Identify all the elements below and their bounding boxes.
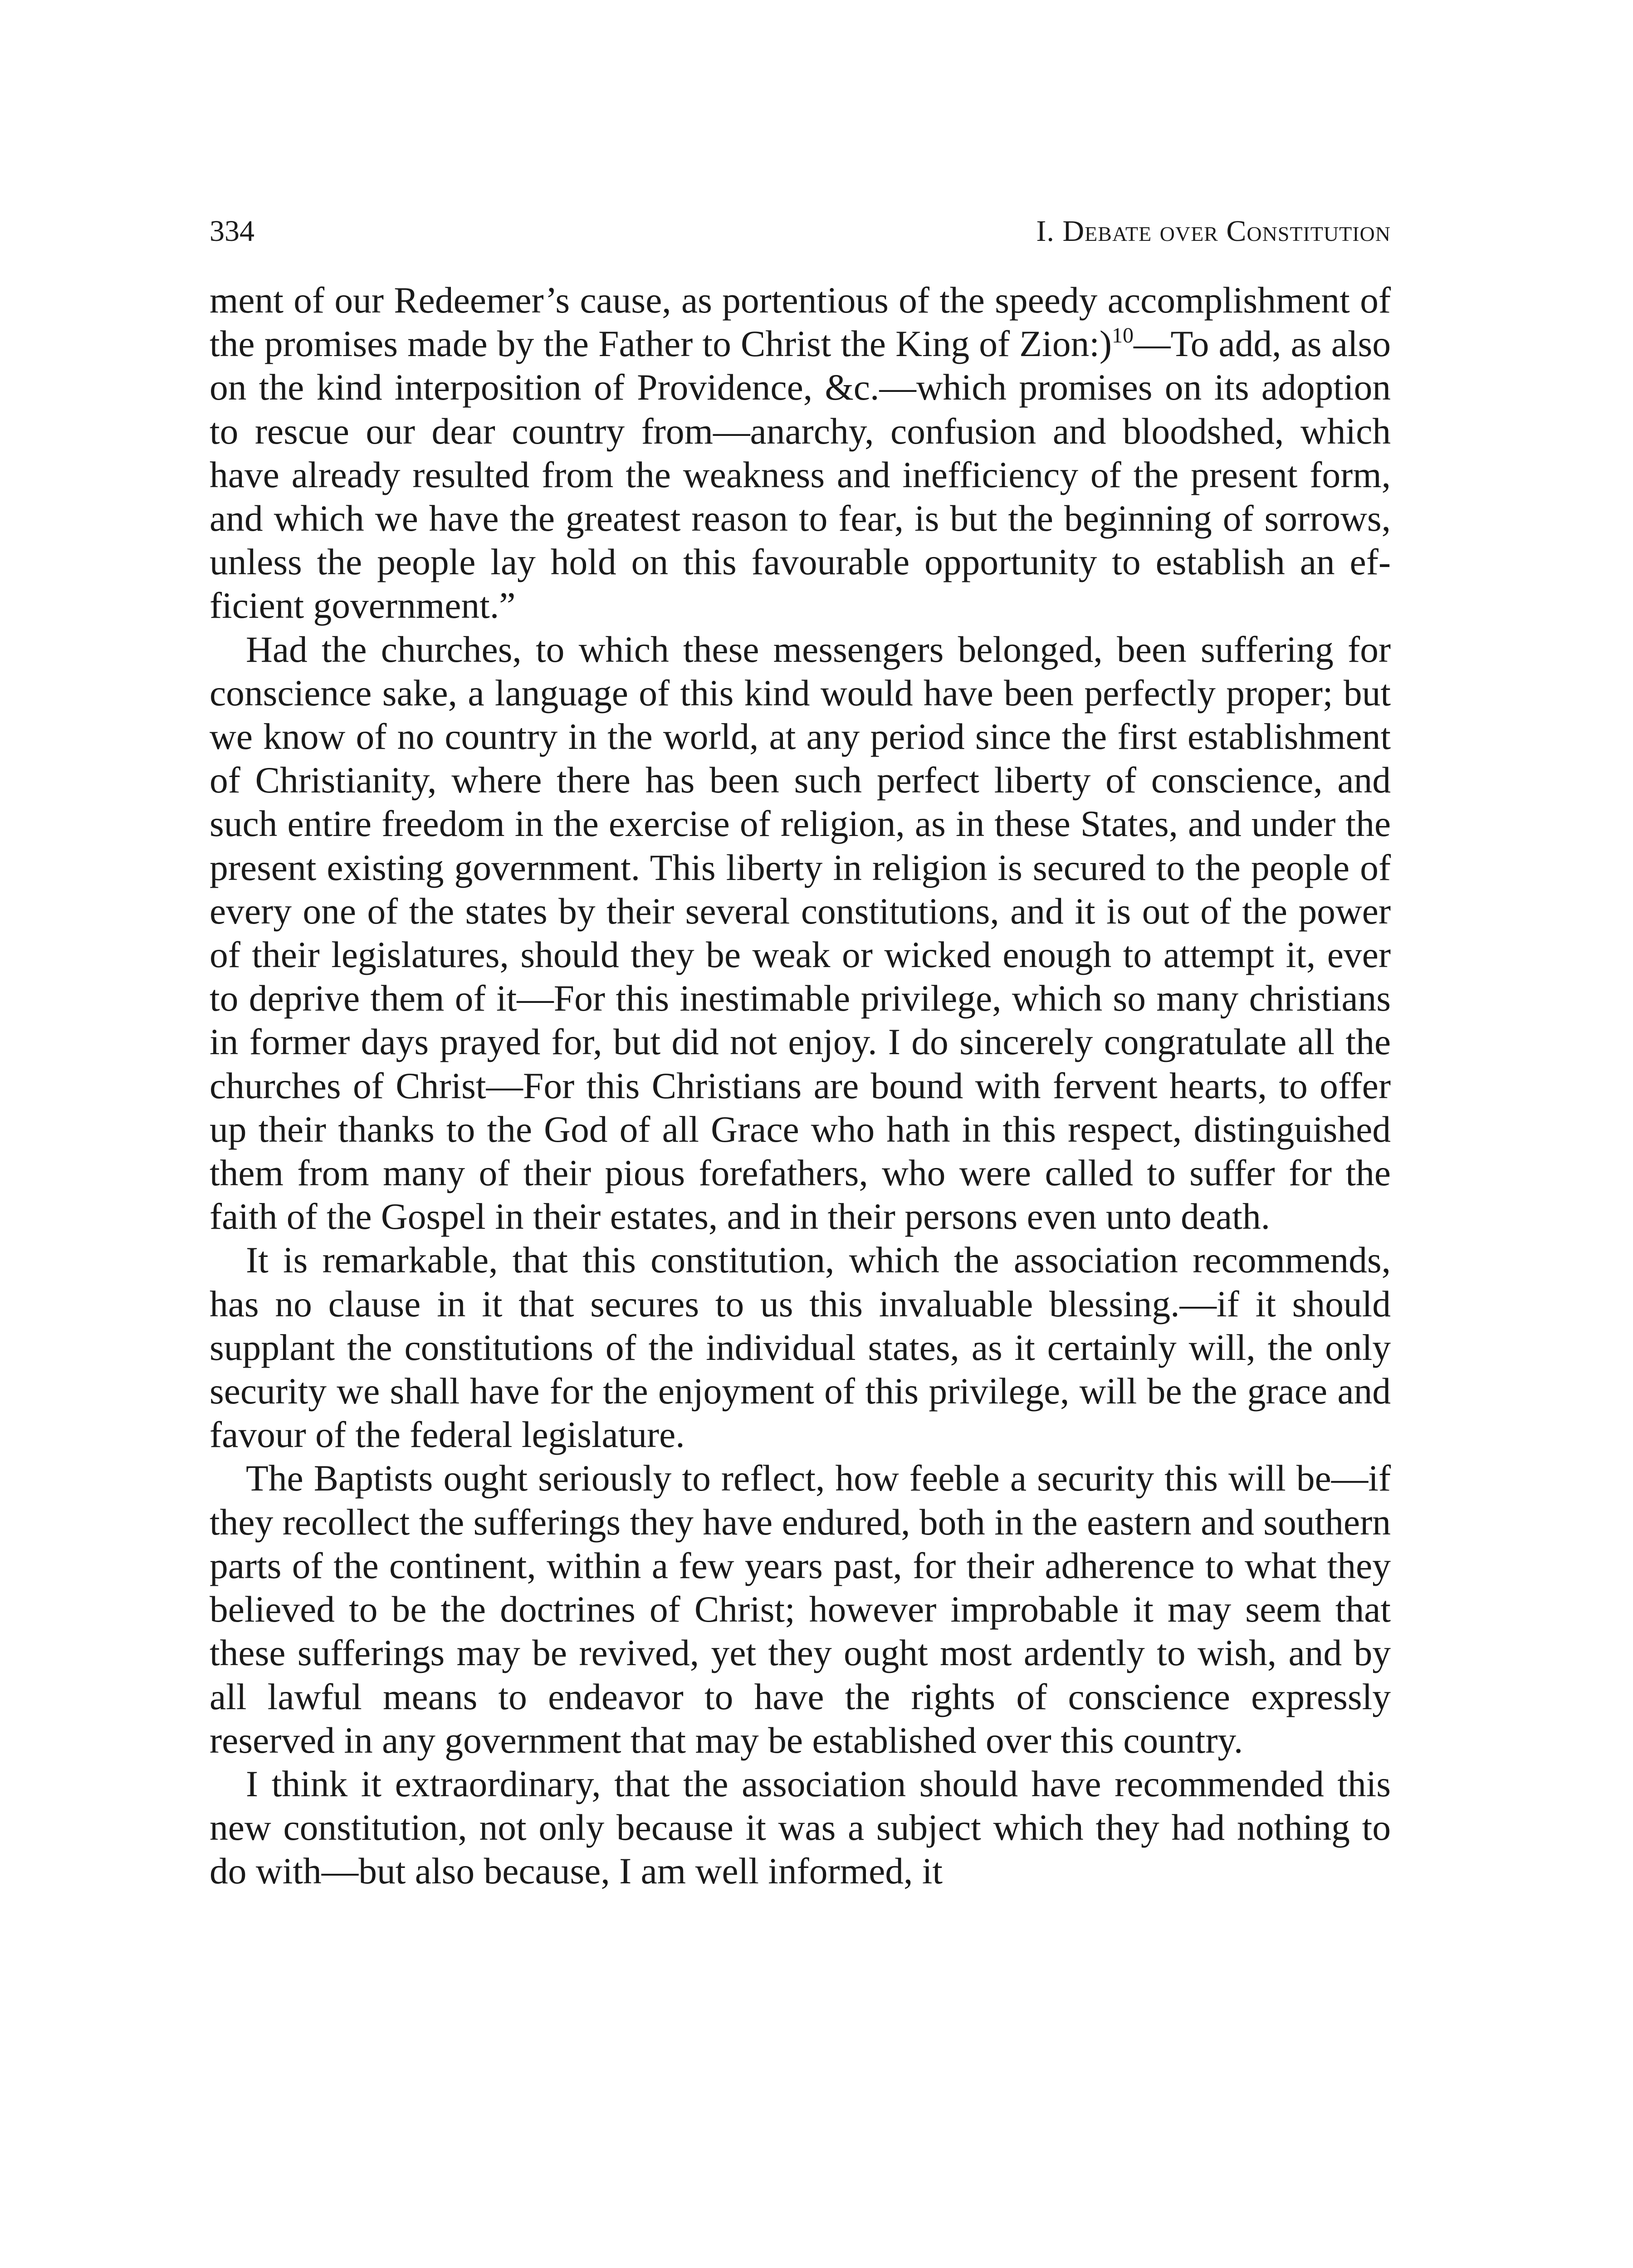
paragraph-text: —To add, as also on the kind interposition of Providence, &c.—which promises on its adoption to rescue our dear country from—anarchy, confusion and bloodshed, which have already resulted from the weakness and inefficiency of the present form, and which we have the greatest reason to fear, is but the beginning of sorrows, unless the people lay hold on this favourable opportunity to establish an efficient government.” <box>210 323 1391 626</box>
page-number: 334 <box>210 215 254 248</box>
book-page <box>210 213 1391 1893</box>
paragraph: It is remarkable, that this constitution, which the association recommends, has no clause in it that secures to us this invaluable blessing.—if it should supplant the constitutions of the individual states, as it certainly will, the only security we shall have for the enjoyment of this privilege, will be the grace and favour of the federal legislature. <box>210 1239 1391 1456</box>
footnote-marker: 10 <box>1112 323 1134 348</box>
paragraph: I think it extraordinary, that the association should have recommended this new constitution, not only because it was a subject which they had nothing to do with—but also because, I am well informed, it <box>210 1763 1391 1892</box>
running-title: I. Debate over Constitution <box>1036 215 1391 248</box>
body-text <box>210 279 1391 1893</box>
paragraph-text: ment of our Redeemer’s cause, as portentious of the speedy accomplishment of the promises made by the Father to Christ the King of Zion:) <box>210 279 1391 365</box>
paragraph: The Baptists ought seriously to reflect, how feeble a security this will be—if they recollect the sufferings they have endured, both in the eastern and southern parts of the continent, within a few years past, for their adherence to what they believed to be the doctrines of Christ; however improbable it may seem that these sufferings may be revived, yet they ought most ardently to wish, and by all lawful means to endeavor to have the rights of conscience expressly reserved in any government that may be established over this country. <box>210 1457 1391 1761</box>
paragraph-continuation <box>210 279 1391 628</box>
running-head <box>210 213 1391 249</box>
paragraph: Had the churches, to which these messengers belonged, been suffering for conscience sake, a language of this kind would have been perfectly proper; but we know of no country in the world, at any period since the first establishment of Christianity, where there has been such perfect liberty of conscience, and such entire freedom in the exercise of religion, as in these States, and under the present existing government. This liberty in religion is secured to the people of every one of the states by their several constitutions, and it is out of the power of their legislatures, should they be weak or wicked enough to attempt it, ever to deprive them of it—For this inestimable privilege, which so many christians in former days prayed for, but did not enjoy. I do sincerely congratulate all the churches of Christ—For this Christians are bound with fervent hearts, to offer up their thanks to the God of all Grace who hath in this respect, distinguished them from many of their pious forefathers, who were called to suffer for the faith of the Gospel in their estates, and in their persons even unto death. <box>210 628 1391 1237</box>
